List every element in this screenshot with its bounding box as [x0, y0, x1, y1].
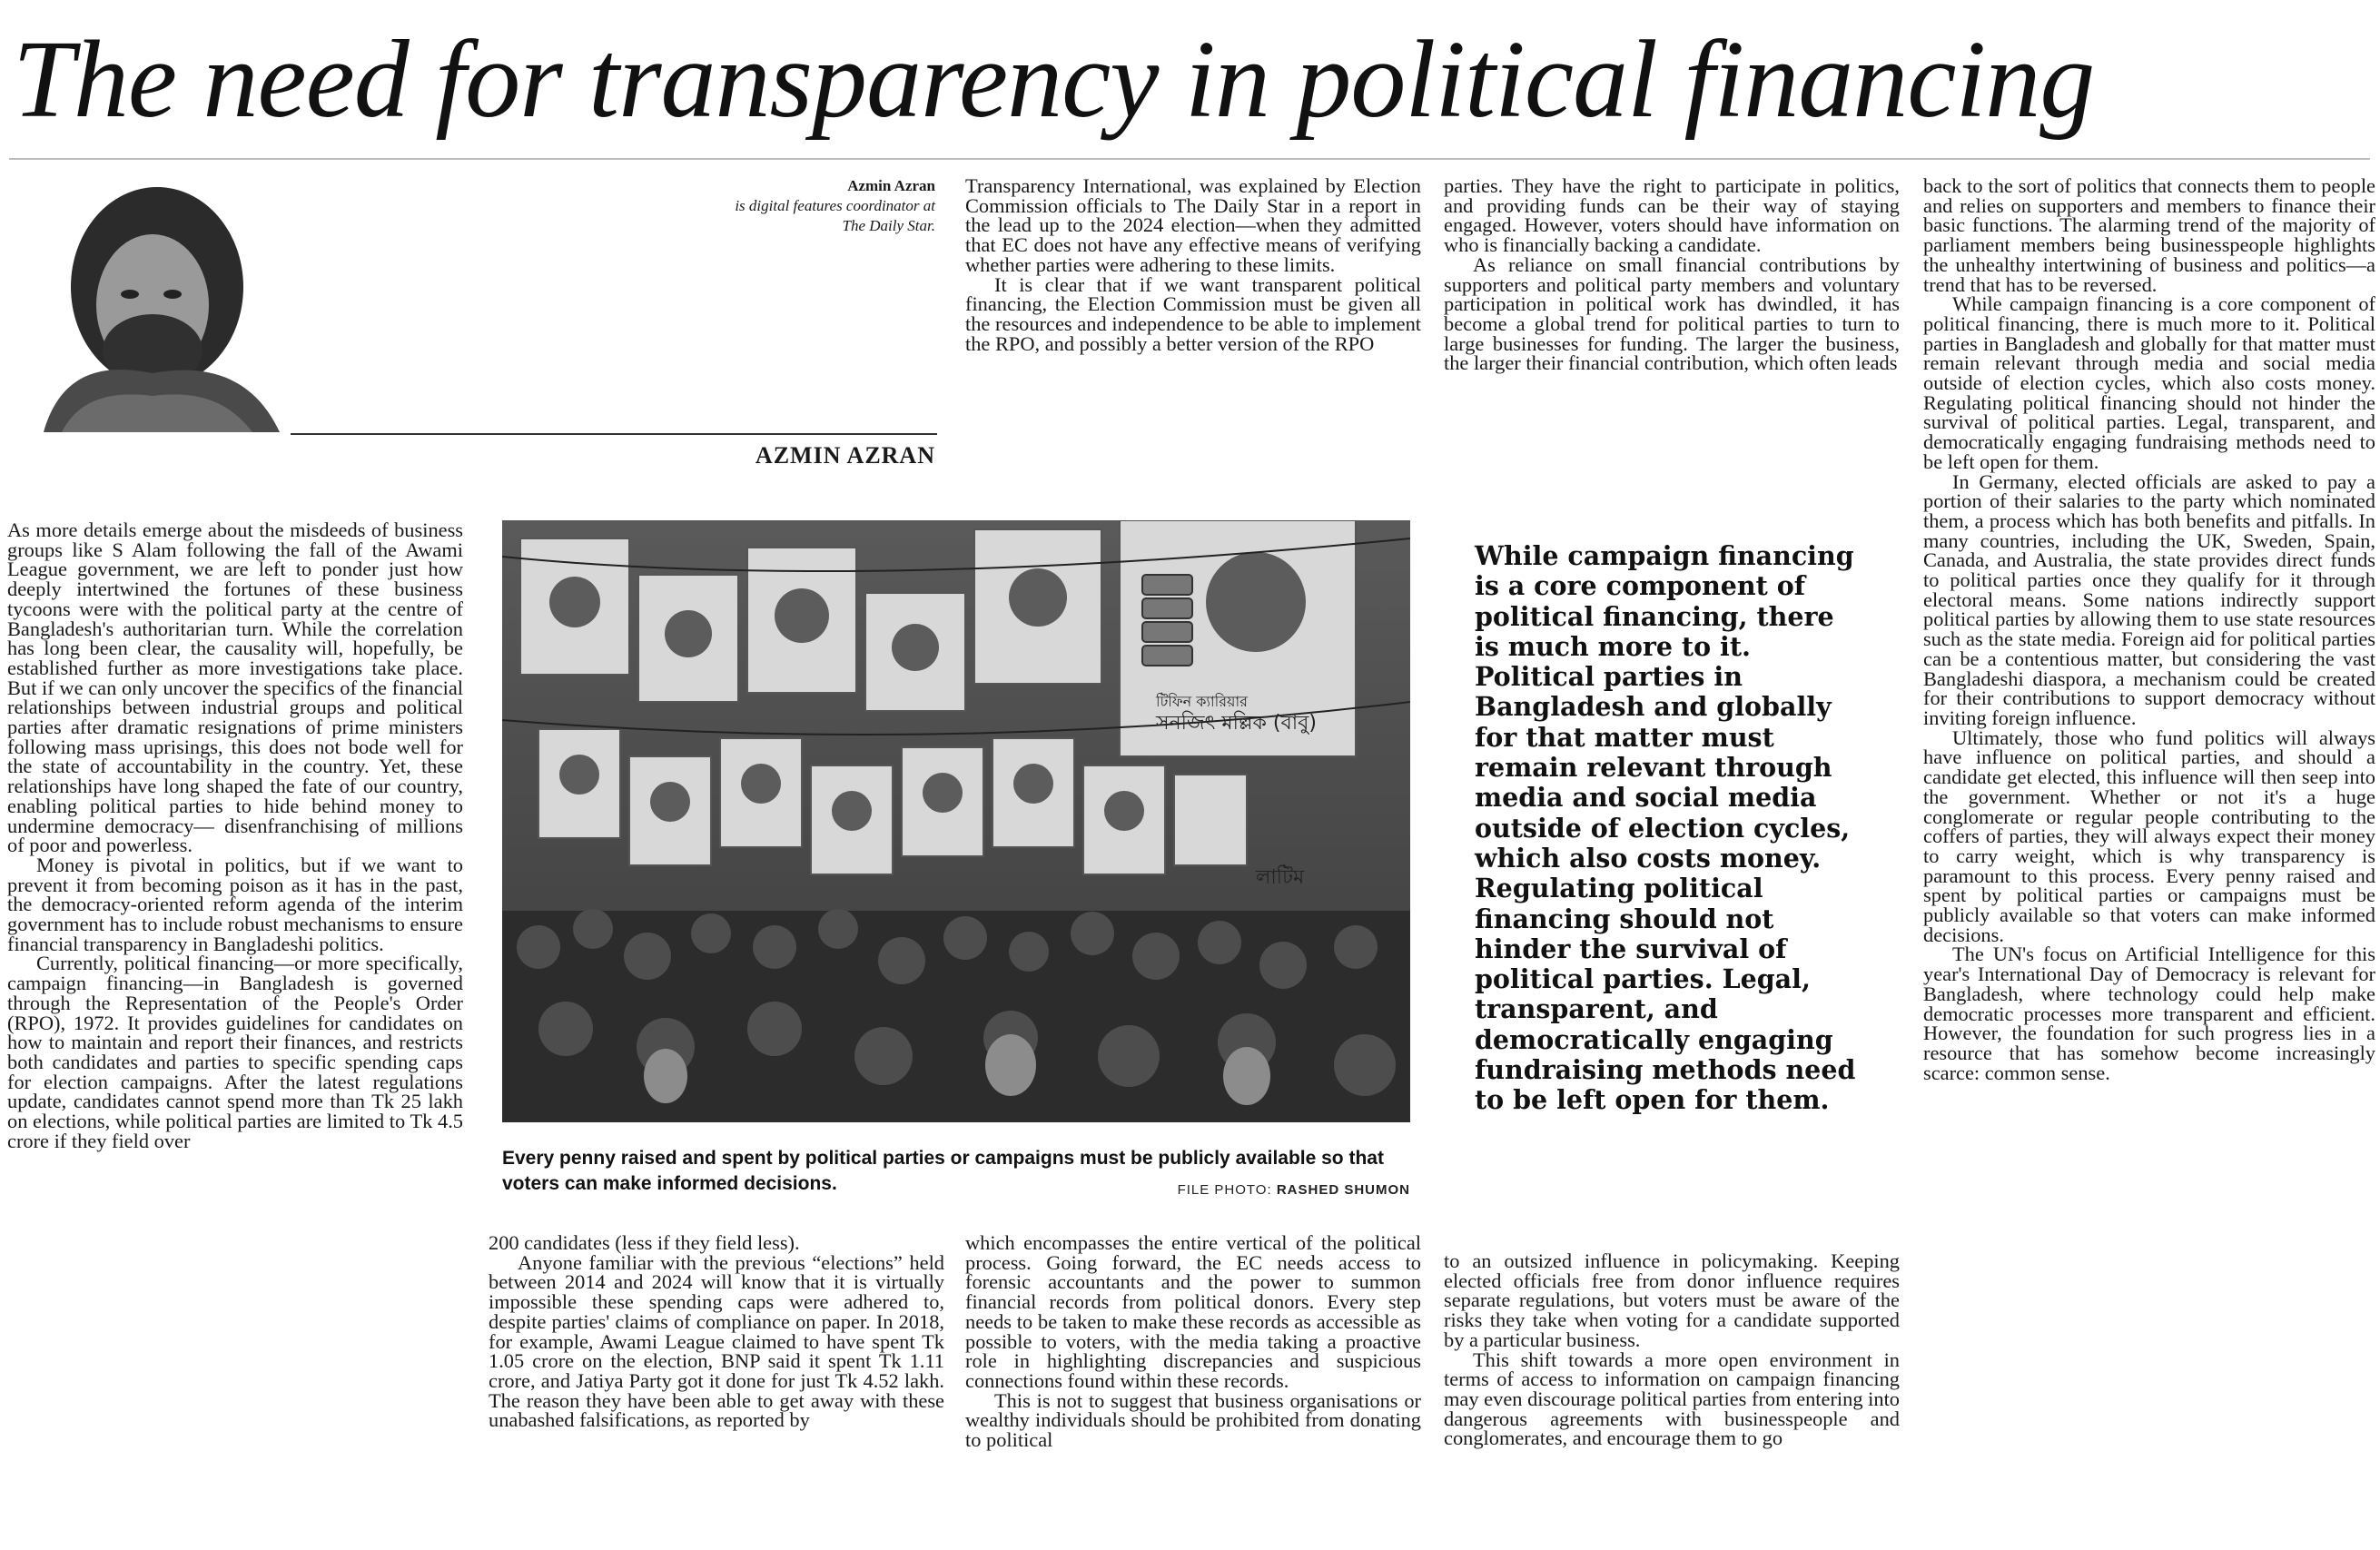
paragraph: to an outsized influence in policymaking. Keeping elected officials free from donor influence requires separate regulations, but voters must be aware of the risks they take when voting for a candidate supported by a particular business. — [1444, 1251, 1900, 1351]
credit-name: RASHED SHUMON — [1276, 1182, 1410, 1198]
paragraph: back to the sort of politics that connects them to people and relies on supporters and members to finance their basic functions. The alarming trend of the majority of parliament members being businesspeople highlights the unhealthy intertwining of business and politics—a trend that has to be reversed. — [1923, 176, 2375, 296]
paragraph: As reliance on small financial contributions by supporters and political party members and voluntary participation in political work has dwindled, it has become a global trend for political parties to turn to large businesses for funding. The larger the business, the larger their financial contribution, which often leads — [1444, 252, 1900, 375]
author-title: is digital features coordinator at — [735, 197, 935, 214]
paragraph: In Germany, elected officials are asked to pay a portion of their salaries to the party which nominated them, a process which has both benefits and pitfalls. In many countries, including the UK, Sweden, Spain, Canada, and Australia, the state provides direct funds to political parties once they qualify for it through electoral means. Some nations indirectly support political parties by allowing them to use state resources such as the state media. Foreign aid for political parties can be a contentious matter, but considering the vast Bangladeshi diaspora, a mechanism could be created for their contributions to support democracy without inviting foreign influence. — [1923, 469, 2375, 729]
poster-latim-text: লাটিম — [1256, 866, 1305, 889]
paragraph: which encompasses the entire vertical of the political process. Going forward, the EC needs access to forensic accountants and the power to summon financial records from political donors. Every step needs to be taken to make these records as accessible as possible to voters, with the media taking a proactive role in highlighting discrepancies and suspicious connections found within these records. — [965, 1233, 1421, 1392]
poster-name-text: সনজিৎ মল্লিক (বাবু) — [1156, 712, 1317, 735]
photo-credit — [1138, 1182, 1410, 1198]
paragraph: 200 candidates (less if they field less). — [489, 1233, 800, 1254]
paragraph: Anyone familiar with the previous “elections” held between 2014 and 2024 will know that it is virtually impossible these spending caps were adhered to, despite parties' claims of compliance on paper. In 2018, for example, Awami League claimed to have spent Tk 1.05 crore on the election, BNP said it spent Tk 1.11 crore, and Jatiya Party got it done for just Tk 4.52 lakh. The reason they have been able to get away with these unabashed falsifications, as reported by — [489, 1250, 944, 1432]
byline: AZMIN AZRAN — [755, 442, 935, 469]
pull-quote: While campaign financing is a core component of political financing, there is much more to it. Political parties in Bangladesh and globally for that matter must remain relevant through media and social media outside of election cycles, which also costs money. Regulating political financing should not hinder the survival of political parties. Legal, transparent, and democratically engaging fundraising methods need to be left open for them. — [1475, 540, 1856, 1116]
column-3-top — [965, 176, 1421, 480]
paragraph: The UN's focus on Artificial Intelligence for this year's International Day of Democracy is relevant for Bangladesh, where technology could help make democratic processes more transparent and efficient. However, the foundation for such progress lies in a resource that has somehow become increasingly scarce: common sense. — [1923, 943, 2375, 1084]
column-5 — [1923, 176, 2375, 1550]
paragraph: Money is pivotal in politics, but if we want to prevent it from becoming poison as it has in the past, the democracy-oriented reform agenda of the interim government has to include robust mechanisms to ensure financial transparency in Bangladeshi politics. — [7, 853, 463, 955]
column-2-bottom — [489, 1233, 944, 1546]
byline-rule — [291, 433, 937, 435]
paragraph: As more details emerge about the misdeeds of business groups like S Alam following the fall of the Awami League government, we are left to ponder just how deeply intertwined the fortunes of these business tycoons were with the political party at the centre of Bangladesh's authoritarian turn. While the correlation has long been clear, the causality will, hopefully, be established further as more investigations take place. But if we can only uncover the specifics of the financial relationships between industrial groups and political parties after dramatic resignations of prime ministers following mass uprisings, this does not bode well for the state of accountability in the country. Yet, these relationships have long shaped the fate of our country, enabling political parties to hide behind money to undermine democracy— disenfranchising of millions of poor and powerless. — [7, 520, 463, 857]
paragraph: Transparency International, was explained by Election Commission officials to The Daily Star in a report in the lead up to the 2024 election—when they admitted that EC does not have any effective means of verifying whether parties were adhering to these limits. — [965, 176, 1421, 276]
paragraph: Ultimately, those who fund politics will always have influence on political parties, and should a candidate get elected, this influence will then seep into the government. Whether or not it's a huge conglomerate or regular people contributing to the coffers of parties, they will always expect their money to carry weight, which is why transparency is paramount to this process. Every penny raised and spent by political parties or campaigns must be publicly available so that voters can make informed decisions. — [1923, 726, 2375, 946]
paragraph: It is clear that if we want transparent political financing, the Election Commission must be given all the resources and independence to be able to implement the RPO, and possibly a better version of the RPO — [965, 272, 1421, 355]
headline: The need for transparency in political financing — [13, 18, 2095, 141]
paragraph: While campaign financing is a core component of political financing, there is much more to it. Political parties in Bangladesh and globally for that matter must remain relevant through media and social media outside of election cycles, which also costs money. Regulating political financing should not hinder the survival of political parties. Legal, transparent, and democratically engaging fundraising methods need to be left open for them. — [1923, 292, 2375, 473]
paragraph: This shift towards a more open environment in terms of access to information on campaign financing may even discourage political parties from entering into dangerous agreements with businesspeople and conglomerates, and encourage them to go — [1444, 1348, 1900, 1450]
author-name: Azmin Azran — [847, 177, 935, 194]
headline-rule — [9, 158, 2370, 160]
author-info — [509, 176, 935, 236]
column-4-bottom — [1444, 1251, 1900, 1546]
credit-label: FILE PHOTO: — [1177, 1182, 1272, 1198]
column-4-top — [1444, 176, 1900, 480]
author-portrait — [7, 169, 307, 432]
author-publication: The Daily Star. — [842, 217, 935, 234]
poster-symbol-text: টিফিন ক্যারিয়ার — [1156, 693, 1248, 710]
paragraph: Currently, political financing—or more specifically, campaign financing—in Bangladesh is governed through the Representation of the People's Order (RPO), 1972. It provides guidelines for candidates on how to maintain and report their finances, and restricts both candidates and parties to specific spending caps for election campaigns. After the latest regulations update, candidates cannot spend more than Tk 25 lakh on elections, while political parties are limited to Tk 4.5 crore if they field over — [7, 952, 463, 1152]
column-3-bottom — [965, 1233, 1421, 1546]
paragraph: This is not to suggest that business organisations or wealthy individuals should be prohibited from donating to political — [965, 1388, 1421, 1452]
paragraph: parties. They have the right to participate in politics, and providing funds can be their way of staying engaged. However, voters should have information on who is financially backing a candidate. — [1444, 176, 1900, 257]
column-1 — [7, 520, 463, 1550]
news-photo — [502, 520, 1410, 1122]
photo-caption: Every penny raised and spent by political parties or campaigns must be publicly available so that voters can make informed decisions. — [502, 1148, 1384, 1194]
